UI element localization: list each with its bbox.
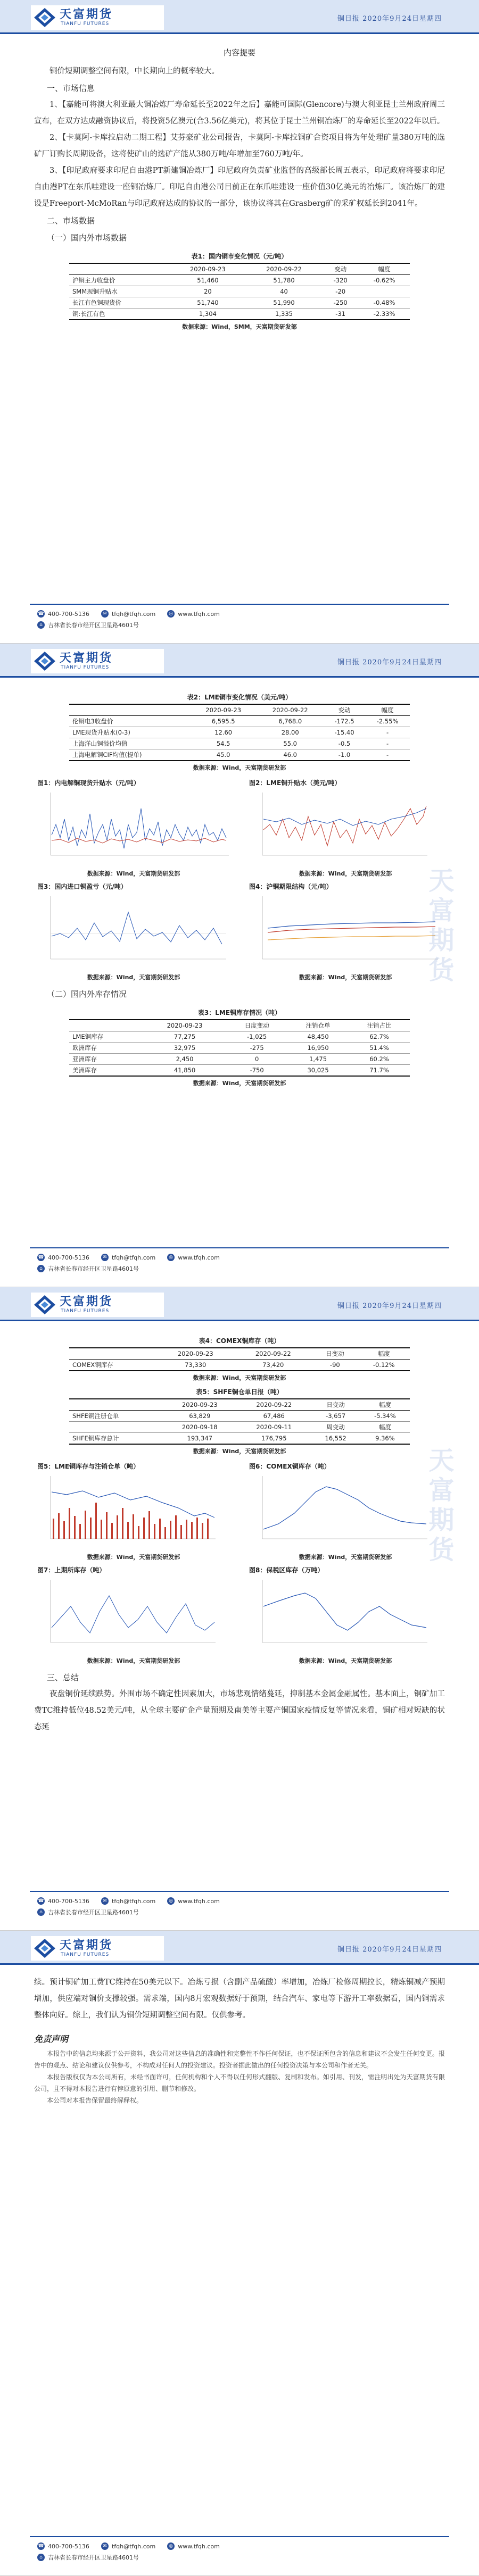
table-header-cell: 2020-09-23 — [190, 704, 257, 716]
page-3 — [0, 1287, 479, 1931]
summary-text: 铜价短期调整空间有限，中长期向上的概率较大。 — [49, 67, 219, 76]
table-row — [69, 297, 410, 309]
disclaimer-para-3: 本公司对本报告保留最终解释权。 — [47, 2097, 143, 2104]
footer-web[interactable]: www.tfqh.com — [178, 2542, 220, 2550]
email-icon: ✉ — [101, 1897, 109, 1905]
heading-market-data: 二、市场数据 — [47, 216, 95, 226]
table-cell: 9.36% — [360, 1433, 410, 1445]
chart-2-plot — [246, 787, 444, 867]
table-cell: 2,450 — [143, 1054, 226, 1065]
table-cell: 欧洲库存 — [69, 1043, 143, 1054]
table-cell: 40 — [246, 286, 322, 297]
table-cell — [69, 1422, 163, 1433]
heading-summary: 三、总结 — [47, 1673, 79, 1682]
chart-7-plot — [35, 1574, 233, 1654]
report-title: 铜日报 2020年9月24日星期四 — [337, 15, 442, 23]
page-footer — [0, 2536, 479, 2575]
table-cell: 51,460 — [170, 275, 246, 286]
logo-cn-text: 天富期货 — [60, 8, 113, 21]
table-row — [69, 275, 410, 286]
table1-caption: 表1：国内铜市变化情况（元/吨） — [191, 253, 288, 260]
footer-web[interactable]: www.tfqh.com — [178, 1897, 220, 1905]
table-cell: - — [365, 738, 410, 749]
page-footer — [0, 1891, 479, 1930]
table-cell: 51,740 — [170, 297, 246, 309]
table-cell: 幅度 — [360, 1422, 410, 1433]
table-row — [69, 727, 410, 738]
page-header — [0, 644, 479, 678]
subheading-inventory: （二）国内外库存情况 — [47, 989, 127, 999]
header-rule — [0, 32, 479, 34]
logo-mark-icon — [33, 651, 56, 672]
footer-phone: 400-700-5136 — [48, 610, 89, 618]
footer-address: 吉林省长春市经开区卫星路4601号 — [48, 1265, 139, 1272]
table-cell: 63,829 — [163, 1411, 237, 1422]
logo-mark-icon — [33, 1294, 56, 1315]
email-icon: ✉ — [101, 2542, 109, 2550]
table-header-cell — [69, 704, 190, 716]
table-cell: 长江有色铜现货价 — [69, 297, 170, 309]
chart-7 — [34, 1565, 233, 1665]
report-title: 铜日报 2020年9月24日星期四 — [337, 1302, 442, 1310]
logo-en-text: TIANFU FUTURES — [61, 1952, 110, 1957]
table-header-cell: 2020-09-22 — [237, 1399, 311, 1411]
table-cell: -3,657 — [311, 1411, 360, 1422]
table-cell: -31 — [322, 309, 359, 320]
table-header-cell — [69, 263, 170, 275]
table-cell: 6,768.0 — [257, 716, 324, 727]
table-cell: 美洲库存 — [69, 1065, 143, 1077]
table-header-cell: 2020-09-23 — [143, 1020, 226, 1031]
table-header-cell: 幅度 — [365, 704, 410, 716]
table-cell: LME现货升贴水(0-3) — [69, 727, 190, 738]
web-icon: ◎ — [167, 610, 175, 618]
chart-grid-1 — [34, 778, 445, 981]
chart-4-title: 图4：沪铜期限结构（元/吨） — [249, 883, 333, 890]
table3-caption: 表3：LME铜库存情况（吨） — [197, 1009, 282, 1016]
table-shfe-warrants — [69, 1398, 410, 1445]
table-cell: 32,975 — [143, 1043, 226, 1054]
table-cell — [359, 286, 410, 297]
table-cell: -15.40 — [324, 727, 365, 738]
table-cell: 亚洲库存 — [69, 1054, 143, 1065]
table-cell: -250 — [322, 297, 359, 309]
logo-cn-text: 天富期货 — [60, 1295, 113, 1308]
footer-address: 吉林省长春市经开区卫星路4601号 — [48, 2554, 139, 2561]
news-item-1: 1、【嘉能可将澳大利亚最大铜冶炼厂寿命延长至2022年之后】嘉能可国际(Glencore)与澳大利亚昆士兰州政府周三宣布，在双方达成融资协议后，将投资5亿澳元(合3.56亿美元)，将其位于昆士兰州铜冶炼厂的寿命延长至2022年以后。 — [34, 101, 445, 126]
table2-caption: 表2：LME铜市变化情况（美元/吨） — [187, 694, 292, 701]
table-cell: 16,552 — [311, 1433, 360, 1445]
table-header-cell — [69, 1348, 156, 1360]
table-cell: 铜:长江有色 — [69, 309, 170, 320]
table5-source: 数据来源：Wind，天富期货研发部 — [193, 1448, 286, 1455]
table-cell: 30,025 — [287, 1065, 349, 1077]
table-header-cell: 变动 — [322, 263, 359, 275]
table-lme-inventory — [69, 1019, 410, 1077]
table-header-cell: 幅度 — [359, 263, 410, 275]
chart-3-plot — [35, 891, 233, 971]
table-cell: - — [365, 727, 410, 738]
table-cell: SHFE铜注册仓单 — [69, 1411, 163, 1422]
chart-2-source: 数据来源：Wind，天富期货研发部 — [299, 870, 392, 877]
table-cell: -0.5 — [324, 738, 365, 749]
table-row — [69, 1065, 410, 1077]
phone-icon: ☎ — [38, 1898, 44, 1904]
logo-mark-icon — [33, 1938, 56, 1959]
heading-market-info: 一、市场信息 — [47, 84, 95, 93]
web-icon: ◎ — [167, 1897, 175, 1905]
location-icon: ⌂ — [37, 2554, 45, 2561]
table-header-cell: 2020-09-23 — [156, 1348, 234, 1360]
table-cell: 28.00 — [257, 727, 324, 738]
page-footer — [0, 604, 479, 643]
logo-en-text: TIANFU FUTURES — [61, 21, 110, 27]
table-cell: -90 — [312, 1360, 358, 1371]
table-header-cell: 日变动 — [311, 1399, 360, 1411]
page-header — [0, 1931, 479, 1965]
table-cell: 51,780 — [246, 275, 322, 286]
subheading-market-data: （一）国内外市场数据 — [47, 233, 127, 243]
table-cell: 51.4% — [349, 1043, 410, 1054]
table-header-cell: 变动 — [324, 704, 365, 716]
table-cell: -2.33% — [359, 309, 410, 320]
table-cell: 2020-09-11 — [237, 1422, 311, 1433]
table-row — [69, 738, 410, 749]
table-cell: -5.34% — [360, 1411, 410, 1422]
table-row — [69, 1422, 410, 1433]
table-header-cell: 2020-09-22 — [246, 263, 322, 275]
chart-6-title: 图6：COMEX铜库存（吨） — [249, 1463, 331, 1470]
table-cell: 20 — [170, 286, 246, 297]
table-cell: 51,990 — [246, 297, 322, 309]
table-cell: 16,950 — [287, 1043, 349, 1054]
table3-source: 数据来源：Wind，天富期货研发部 — [193, 1080, 286, 1087]
report-title: 铜日报 2020年9月24日星期四 — [337, 1946, 442, 1954]
chart-3-title: 图3：国内进口铜盈亏（元/吨） — [37, 883, 127, 890]
table-row — [69, 1411, 410, 1422]
footer-email[interactable]: tfqh@tfqh.com — [111, 610, 156, 618]
table-domestic-copper — [69, 263, 410, 320]
disclaimer-para-2: 本报告版权仅为本公司所有，未经书面许可，任何机构和个人不得以任何形式翻版、复制和发布。如引用、刊发，需注明出处为天富期货有限公司，且不得对本报告进行有悖原意的引用、删节和修改。 — [34, 2073, 445, 2093]
page-footer — [0, 1247, 479, 1287]
chart-1-source: 数据来源：Wind，天富期货研发部 — [87, 870, 180, 877]
table-comex-inventory — [69, 1347, 410, 1371]
phone-icon: ☎ — [38, 611, 44, 616]
phone-icon: ☎ — [38, 2544, 44, 2549]
chart-7-source: 数据来源：Wind，天富期货研发部 — [87, 1657, 180, 1664]
company-logo — [31, 649, 164, 673]
table-header-cell: 2020-09-22 — [234, 1348, 312, 1360]
table-row — [69, 286, 410, 297]
footer-phone: 400-700-5136 — [48, 2542, 89, 2550]
table-cell: 77,275 — [143, 1031, 226, 1043]
table-row — [69, 716, 410, 727]
table-cell: 55.0 — [257, 738, 324, 749]
page-header — [0, 0, 479, 34]
footer-phone: 400-700-5136 — [48, 1254, 89, 1261]
table-cell: 沪铜主力收盘价 — [69, 275, 170, 286]
table-header-cell — [69, 1399, 163, 1411]
section-title: 内容提要 — [223, 48, 255, 57]
summary-paragraph: 夜盘铜价延续跌势。外围市场不确定性因素加大，市场悲观情绪蔓延，抑制基本金属金融属性。基本面上，铜矿加工费TC维持低位48.52美元/吨，从全球主要矿企产量预期及南美等主要产铜国家疫情反复等情况来看，铜矿相对短缺的状态延 — [34, 1690, 445, 1731]
chart-3 — [34, 882, 233, 981]
phone-icon: ☎ — [38, 1255, 44, 1260]
page-header — [0, 1287, 479, 1321]
table-cell: -275 — [226, 1043, 287, 1054]
table-header-cell: 幅度 — [360, 1399, 410, 1411]
table-header-cell: 幅度 — [358, 1348, 410, 1360]
watermark: 天富期货 — [424, 867, 454, 986]
table-cell: -0.62% — [359, 275, 410, 286]
table-cell: 0 — [226, 1054, 287, 1065]
email-icon: ✉ — [101, 610, 109, 618]
page-1 — [0, 0, 479, 644]
chart-1-title: 图1：内电解铜现货升贴水（元/吨） — [37, 779, 140, 787]
table-cell: 73,330 — [156, 1360, 234, 1371]
table-cell: 伦铜电3收盘价 — [69, 716, 190, 727]
location-icon: ⌂ — [37, 1265, 45, 1272]
table-lme-copper — [69, 704, 410, 761]
table-cell: LME铜库存 — [69, 1031, 143, 1043]
table-cell: 176,795 — [237, 1433, 311, 1445]
chart-1-plot — [35, 787, 233, 867]
table4-caption: 表4：COMEX铜库存（吨） — [199, 1337, 280, 1345]
table-cell: 48,450 — [287, 1031, 349, 1043]
table-cell: 12.60 — [190, 727, 257, 738]
table-cell: 41,850 — [143, 1065, 226, 1077]
footer-address: 吉林省长春市经开区卫星路4601号 — [48, 622, 139, 629]
table-row — [69, 1360, 410, 1371]
location-icon: ⌂ — [37, 1908, 45, 1916]
table-cell: 62.7% — [349, 1031, 410, 1043]
table-cell: 上海电解铜CIF均值(提单) — [69, 749, 190, 761]
table4-source: 数据来源：Wind，天富期货研发部 — [193, 1374, 286, 1381]
footer-email[interactable]: tfqh@tfqh.com — [111, 1254, 156, 1261]
chart-5 — [34, 1462, 233, 1561]
table-cell: -2.55% — [365, 716, 410, 727]
web-icon: ◎ — [167, 1254, 175, 1261]
chart-5-plot — [35, 1471, 233, 1550]
table1-source: 数据来源：Wind，SMM，天富期货研发部 — [182, 323, 297, 330]
chart-6-source: 数据来源：Wind，天富期货研发部 — [299, 1554, 392, 1561]
report-title: 铜日报 2020年9月24日星期四 — [337, 658, 442, 666]
chart-1 — [34, 778, 233, 878]
table-cell: SMM现铜升贴水 — [69, 286, 170, 297]
table-cell: 60.2% — [349, 1054, 410, 1065]
news-item-2: 2、【卡莫阿-卡库拉启动二期工程】艾芬豪矿业公司报告，卡莫阿-卡库拉铜矿合资项目将为年处理矿量380万吨的选矿厂订购长周期设备，这将使矿山的选矿产能从380万吨/年增加至760万吨/年。 — [34, 134, 445, 159]
table-header-cell: 日变动 — [312, 1348, 358, 1360]
table-cell: - — [365, 749, 410, 761]
footer-email[interactable]: tfqh@tfqh.com — [111, 1897, 156, 1905]
logo-mark-icon — [33, 7, 56, 28]
table-cell: 71.7% — [349, 1065, 410, 1077]
watermark: 天富期货 — [424, 1447, 454, 1566]
table-cell: 1,335 — [246, 309, 322, 320]
chart-4-source: 数据来源：Wind，天富期货研发部 — [299, 974, 392, 981]
chart-5-source: 数据来源：Wind，天富期货研发部 — [87, 1554, 180, 1561]
table-cell: -320 — [322, 275, 359, 286]
table2-source: 数据来源：Wind，天富期货研发部 — [193, 764, 286, 771]
table-cell: 193,347 — [163, 1433, 237, 1445]
table-cell: -0.12% — [358, 1360, 410, 1371]
news-item-3: 3、【印尼政府要求印尼自由港PT新建铜冶炼厂】印尼政府负责矿业监督的高级部长周五表示，印尼政府将要求印尼自由港PT在东爪哇建设一座铜冶炼厂。印尼自由港公司目前正在东爪哇建设一座价值30亿美元的冶炼厂。该冶炼厂的建设是Freeport-McMoRan与印尼政府达成的协议的一部分，该协议将其在Grasberg矿的采矿权延长到2041年。 — [34, 166, 445, 208]
chart-8-source: 数据来源：Wind，天富期货研发部 — [299, 1657, 392, 1664]
table-cell: -0.48% — [359, 297, 410, 309]
chart-grid-2 — [34, 1462, 445, 1665]
table-cell: -750 — [226, 1065, 287, 1077]
logo-cn-text: 天富期货 — [60, 1939, 113, 1952]
table-cell: 1,475 — [287, 1054, 349, 1065]
email-icon: ✉ — [101, 1254, 109, 1261]
table-row — [69, 309, 410, 320]
chart-5-title: 图5：LME铜库存与注销仓单（吨） — [37, 1463, 140, 1470]
chart-2 — [246, 778, 445, 878]
table-cell: 46.0 — [257, 749, 324, 761]
chart-2-title: 图2：LME铜升贴水（美元/吨） — [249, 779, 341, 787]
table-cell: COMEX铜库存 — [69, 1360, 156, 1371]
table-header-cell: 2020-09-22 — [257, 704, 324, 716]
table-row — [69, 749, 410, 761]
footer-email[interactable]: tfqh@tfqh.com — [111, 2542, 156, 2550]
table-cell: -1,025 — [226, 1031, 287, 1043]
disclaimer-title: 免责声明 — [34, 2034, 69, 2044]
table-cell: 6,595.5 — [190, 716, 257, 727]
table-header-cell: 注销占比 — [349, 1020, 410, 1031]
table-cell: -20 — [322, 286, 359, 297]
footer-web[interactable]: www.tfqh.com — [178, 610, 220, 618]
company-logo — [31, 5, 164, 30]
footer-web[interactable]: www.tfqh.com — [178, 1254, 220, 1261]
table-header-cell — [69, 1020, 143, 1031]
table-row — [69, 1054, 410, 1065]
table-cell: 67,486 — [237, 1411, 311, 1422]
table-header-cell: 日度变动 — [226, 1020, 287, 1031]
location-icon: ⌂ — [37, 621, 45, 629]
table-cell: -1.0 — [324, 749, 365, 761]
table-cell: 45.0 — [190, 749, 257, 761]
table-cell: 上海洋山铜溢价均值 — [69, 738, 190, 749]
company-logo — [31, 1936, 164, 1961]
logo-en-text: TIANFU FUTURES — [61, 665, 110, 670]
table-cell: 2020-09-18 — [163, 1422, 237, 1433]
table5-caption: 表5：SHFE铜仓单日报（吨） — [196, 1388, 283, 1396]
table-header-cell: 注销仓单 — [287, 1020, 349, 1031]
logo-en-text: TIANFU FUTURES — [61, 1308, 110, 1314]
table-cell: -172.5 — [324, 716, 365, 727]
table-cell: 周变动 — [311, 1422, 360, 1433]
table-cell: 1,304 — [170, 309, 246, 320]
page-2 — [0, 644, 479, 1287]
chart-3-source: 数据来源：Wind，天富期货研发部 — [87, 974, 180, 981]
page-4 — [0, 1931, 479, 2576]
table-cell: 73,420 — [234, 1360, 312, 1371]
table-header-cell: 2020-09-23 — [170, 263, 246, 275]
footer-phone: 400-700-5136 — [48, 1897, 89, 1905]
chart-8-title: 图8：保税区库存（万吨） — [249, 1566, 324, 1574]
web-icon: ◎ — [167, 2542, 175, 2550]
table-row — [69, 1433, 410, 1445]
disclaimer-para-1: 本报告中的信息均来源于公开资料，我公司对这些信息的准确性和完整性不作任何保证，也不保证所包含的信息和建议不会发生任何变更。报告中的观点、结论和建议仅供参考，不构成对任何人的投资建议。投资者据此做出的任何投资决策与本公司和作者无关。 — [34, 2050, 445, 2069]
table-header-cell: 2020-09-23 — [163, 1399, 237, 1411]
table-cell: 54.5 — [190, 738, 257, 749]
logo-cn-text: 天富期货 — [60, 652, 113, 665]
summary-continued: 续。预计铜矿加工费TC维持在50美元以下。冶炼亏损（含副产品硫酸）率增加，冶炼厂检修周期拉长，精炼铜减产预期增加，供应端对铜价支撑较强。需求端，国内8月宏观数据好于预期，结合汽车、家电等下游开工率数据看，国内铜需求整体向好。综上，我们认为铜价短期调整空间有限。仅供参考。 — [34, 1978, 445, 2020]
company-logo — [31, 1293, 164, 1317]
chart-7-title: 图7：上期所库存（吨） — [37, 1566, 106, 1574]
footer-address: 吉林省长春市经开区卫星路4601号 — [48, 1909, 139, 1916]
table-cell: SHFE铜库存总计 — [69, 1433, 163, 1445]
table-row — [69, 1031, 410, 1043]
table-row — [69, 1043, 410, 1054]
